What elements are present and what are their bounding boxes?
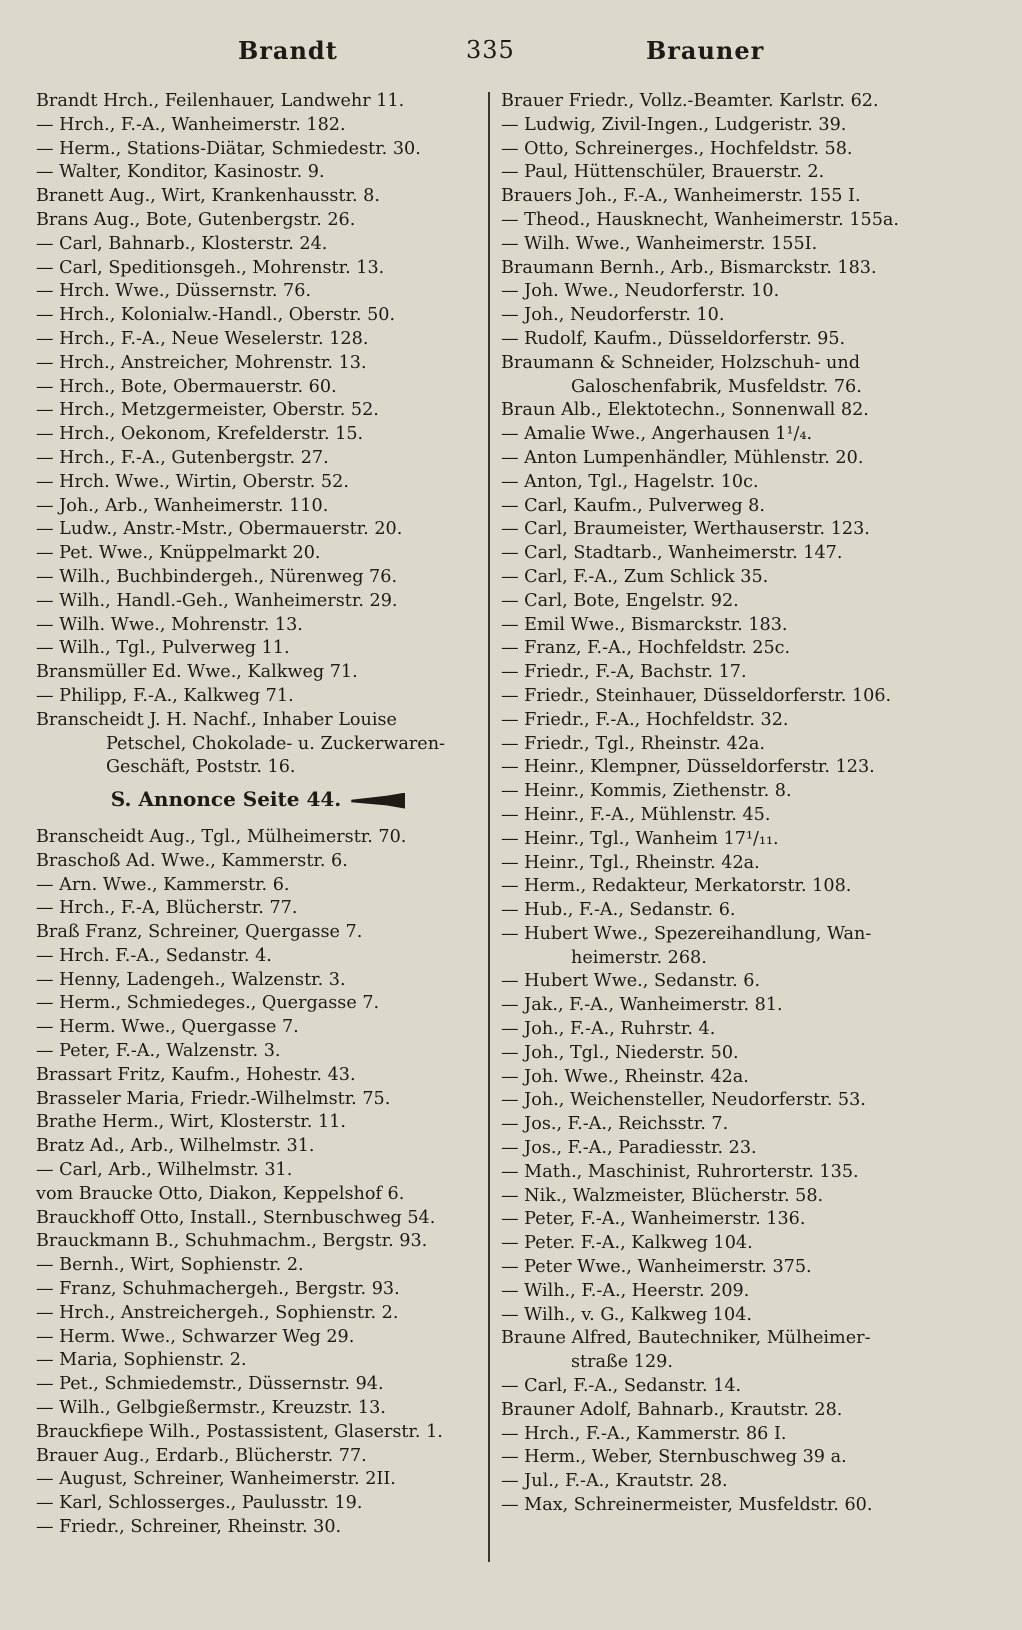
entry-text: — Ludwig, Zivil-Ingen., Ludgeristr. 39. bbox=[501, 114, 847, 135]
directory-entry bbox=[36, 161, 480, 185]
entry-text: — Carl, Braumeister, Werthauserstr. 123. bbox=[501, 519, 870, 540]
directory-entry bbox=[501, 923, 971, 947]
directory-entry bbox=[501, 1232, 971, 1256]
directory-entry bbox=[501, 1208, 971, 1232]
directory-entry bbox=[501, 1351, 971, 1375]
entry-text: — Carl, Arb., Wilhelmstr. 31. bbox=[36, 1160, 293, 1181]
header-right-keyword: Brauner bbox=[646, 36, 765, 65]
directory-entry bbox=[36, 1159, 480, 1183]
entry-text: — Jos., F.-A., Reichsstr. 7. bbox=[501, 1114, 729, 1135]
entry-text: vom Braucke Otto, Diakon, Keppelshof 6. bbox=[36, 1183, 405, 1204]
entry-text: Brauner Adolf, Bahnarb., Krautstr. 28. bbox=[501, 1399, 843, 1420]
entry-text: — Pet. Wwe., Knüppelmarkt 20. bbox=[36, 543, 321, 564]
directory-entry bbox=[501, 637, 971, 661]
entry-text: Braß Franz, Schreiner, Quergasse 7. bbox=[36, 922, 363, 943]
directory-entry bbox=[36, 1349, 480, 1373]
directory-entry bbox=[36, 233, 480, 257]
directory-entry bbox=[501, 471, 971, 495]
directory-entry bbox=[501, 994, 971, 1018]
directory-entry bbox=[36, 1111, 480, 1135]
directory-entry bbox=[36, 850, 480, 874]
directory-entry bbox=[36, 590, 480, 614]
directory-entry bbox=[501, 161, 971, 185]
entry-text: — Nik., Walzmeister, Blücherstr. 58. bbox=[501, 1185, 824, 1206]
directory-entry bbox=[36, 1516, 480, 1540]
entry-text: — Joh., Neudorferstr. 10. bbox=[501, 305, 725, 326]
entry-text: — Franz, Schuhmachergeh., Bergstr. 93. bbox=[36, 1279, 400, 1300]
directory-entry bbox=[501, 899, 971, 923]
entry-text: Brauers Joh., F.-A., Wanheimerstr. 155 I. bbox=[501, 186, 861, 207]
entry-text: Braschoß Ad. Wwe., Kammerstr. 6. bbox=[36, 850, 348, 871]
entry-text: Brathe Herm., Wirt, Klosterstr. 11. bbox=[36, 1112, 346, 1133]
directory-entry bbox=[501, 614, 971, 638]
entry-text: — Wilh. Wwe., Mohrenstr. 13. bbox=[36, 614, 303, 635]
entry-text: — Joh., Weichensteller, Neudorferstr. 53. bbox=[501, 1090, 866, 1111]
directory-entry bbox=[501, 709, 971, 733]
directory-entry bbox=[36, 969, 480, 993]
entry-text: — Peter Wwe., Wanheimerstr. 375. bbox=[501, 1257, 812, 1278]
directory-entry bbox=[501, 1470, 971, 1494]
directory-entry bbox=[501, 828, 971, 852]
entry-text: Galoschenfabrik, Musfeldstr. 76. bbox=[571, 376, 862, 397]
directory-entry bbox=[501, 280, 971, 304]
entry-text: Brauer Friedr., Vollz.-Beamter. Karlstr. 62. bbox=[501, 91, 879, 111]
entry-text: — Wilh., Handl.-Geh., Wanheimerstr. 29. bbox=[36, 590, 398, 611]
entry-text: — Carl, Kaufm., Pulverweg 8. bbox=[501, 495, 765, 516]
entry-text: Brassart Fritz, Kaufm., Hohestr. 43. bbox=[36, 1064, 356, 1085]
entry-text: Brans Aug., Bote, Gutenbergstr. 26. bbox=[36, 209, 356, 230]
entry-text: — Joh., Tgl., Niederstr. 50. bbox=[501, 1042, 739, 1063]
directory-entry bbox=[501, 1399, 971, 1423]
directory-entry bbox=[36, 1326, 480, 1350]
entry-text: — Herm., Schmiedeges., Quergasse 7. bbox=[36, 993, 380, 1014]
directory-entry bbox=[501, 1423, 971, 1447]
directory-entry bbox=[501, 1089, 971, 1113]
directory-entry bbox=[36, 257, 480, 281]
entry-text: Brauckfiepe Wilh., Postassistent, Glaserstr. 1. bbox=[36, 1421, 443, 1442]
directory-entry bbox=[501, 447, 971, 471]
entry-text: — Max, Schreinermeister, Musfeldstr. 60. bbox=[501, 1495, 873, 1516]
column-divider bbox=[488, 92, 490, 1562]
entry-text: — Heinr., Tgl., Rheinstr. 42a. bbox=[501, 852, 760, 873]
left-column bbox=[36, 90, 480, 1540]
entry-text: — Hrch., F.-A., Wanheimerstr. 182. bbox=[36, 114, 346, 135]
entry-text: Brandt Hrch., Feilenhauer, Landwehr 11. bbox=[36, 91, 405, 111]
directory-entry bbox=[36, 1088, 480, 1112]
directory-entry bbox=[36, 304, 480, 328]
directory-entry bbox=[36, 471, 480, 495]
directory-entry bbox=[501, 1280, 971, 1304]
directory-entry bbox=[36, 1492, 480, 1516]
entry-text: — Hubert Wwe., Sedanstr. 6. bbox=[501, 971, 761, 992]
directory-entry bbox=[501, 257, 971, 281]
entry-text: Branett Aug., Wirt, Krankenhausstr. 8. bbox=[36, 186, 380, 207]
entry-text: — Peter, F.-A., Wanheimerstr. 136. bbox=[501, 1209, 806, 1230]
entry-text: Brasseler Maria, Friedr.-Wilhelmstr. 75. bbox=[36, 1088, 391, 1109]
entry-text: — Friedr., F.-A., Hochfeldstr. 32. bbox=[501, 709, 789, 730]
directory-entry bbox=[36, 1421, 480, 1445]
entry-text: — Franz, F.-A., Hochfeldstr. 25c. bbox=[501, 638, 791, 659]
directory-entry bbox=[501, 756, 971, 780]
directory-entry bbox=[36, 945, 480, 969]
entry-text: — Hrch., Kolonialw.-Handl., Oberstr. 50. bbox=[36, 305, 396, 326]
entry-text: — Arn. Wwe., Kammerstr. 6. bbox=[36, 874, 290, 895]
entry-text: — Hrch. Wwe., Düssernstr. 76. bbox=[36, 281, 312, 302]
entry-text: — Walter, Konditor, Kasinostr. 9. bbox=[36, 162, 325, 183]
entry-text: — Wilh., Gelbgießermstr., Kreuzstr. 13. bbox=[36, 1398, 386, 1419]
directory-entry bbox=[36, 1278, 480, 1302]
directory-entry bbox=[501, 1137, 971, 1161]
directory-entry bbox=[36, 1373, 480, 1397]
page-number: 335 bbox=[466, 36, 515, 64]
directory-entry bbox=[501, 733, 971, 757]
directory-entry bbox=[36, 756, 480, 780]
entry-text: — Hrch. F.-A., Sedanstr. 4. bbox=[36, 945, 272, 966]
directory-entry bbox=[36, 1207, 480, 1231]
entry-text: — Joh., Arb., Wanheimerstr. 110. bbox=[36, 495, 329, 516]
entry-text: — Jul., F.-A., Krautstr. 28. bbox=[501, 1471, 728, 1492]
directory-entry bbox=[36, 352, 480, 376]
entry-text: Branscheidt Aug., Tgl., Mülheimerstr. 70. bbox=[36, 826, 407, 847]
entry-text: S. Annonce Seite 44. bbox=[110, 787, 342, 812]
header-left-keyword: Brandt bbox=[238, 36, 338, 65]
entry-text: — Peter, F.-A., Walzenstr. 3. bbox=[36, 1041, 281, 1062]
directory-entry bbox=[501, 590, 971, 614]
entry-text: — Otto, Schreinerges., Hochfeldstr. 58. bbox=[501, 138, 853, 159]
entry-text: — Math., Maschinist, Ruhrorterstr. 135. bbox=[501, 1161, 859, 1182]
directory-entry bbox=[36, 1040, 480, 1064]
directory-entry bbox=[36, 897, 480, 921]
directory-entry bbox=[501, 233, 971, 257]
entry-text: — August, Schreiner, Wanheimerstr. 2II. bbox=[36, 1469, 396, 1490]
entry-text: — Anton, Tgl., Hagelstr. 10c. bbox=[501, 471, 759, 492]
directory-entry bbox=[501, 185, 971, 209]
entry-text: — Hrch., Bote, Obermauerstr. 60. bbox=[36, 376, 337, 397]
entry-text: — Joh., F.-A., Ruhrstr. 4. bbox=[501, 1019, 716, 1040]
directory-entry bbox=[501, 542, 971, 566]
entry-text: — Wilh., Buchbindergeh., Nürenweg 76. bbox=[36, 566, 398, 587]
directory-entry bbox=[501, 1042, 971, 1066]
entry-text: — Carl, Stadtarb., Wanheimerstr. 147. bbox=[501, 543, 843, 564]
directory-entry bbox=[501, 304, 971, 328]
entry-text: — Jak., F.-A., Wanheimerstr. 81. bbox=[501, 995, 783, 1016]
entry-text: — Ludw., Anstr.-Mstr., Obermauerstr. 20. bbox=[36, 519, 403, 540]
directory-entry bbox=[501, 1185, 971, 1209]
entry-text: — Theod., Hausknecht, Wanheimerstr. 155a. bbox=[501, 209, 900, 230]
entry-text: — Wilh., F.-A., Heerstr. 209. bbox=[501, 1280, 750, 1301]
directory-entry bbox=[501, 209, 971, 233]
entry-text: Braumann & Schneider, Holzschuh- und bbox=[501, 352, 860, 373]
entry-text: Brauckmann B., Schuhmachm., Bergstr. 93. bbox=[36, 1231, 428, 1252]
directory-entry bbox=[501, 138, 971, 162]
entry-text: — Friedr., Schreiner, Rheinstr. 30. bbox=[36, 1517, 342, 1538]
entry-text: Brauer Aug., Erdarb., Blücherstr. 77. bbox=[36, 1445, 367, 1466]
entry-text: Braune Alfred, Bautechniker, Mülheimer- bbox=[501, 1328, 871, 1349]
entry-text: — Hrch., F.-A., Kammerstr. 86 I. bbox=[501, 1423, 787, 1444]
directory-entry bbox=[36, 661, 480, 685]
entry-text: — Paul, Hüttenschüler, Brauerstr. 2. bbox=[501, 162, 825, 183]
directory-entry bbox=[36, 376, 480, 400]
directory-entry bbox=[36, 542, 480, 566]
entry-text: — Emil Wwe., Bismarckstr. 183. bbox=[501, 614, 788, 635]
entry-text: — Jos., F.-A., Paradiesstr. 23. bbox=[501, 1138, 757, 1159]
entry-text: — Carl, F.-A., Sedanstr. 14. bbox=[501, 1376, 742, 1397]
directory-entry bbox=[501, 852, 971, 876]
entry-text: — Hrch. Wwe., Wirtin, Oberstr. 52. bbox=[36, 471, 349, 492]
directory-entry bbox=[501, 376, 971, 400]
entry-text: — Heinr., Klempner, Düsseldorferstr. 123. bbox=[501, 757, 875, 778]
entry-text: — Friedr., Tgl., Rheinstr. 42a. bbox=[501, 733, 765, 754]
entry-text: — Hrch., F.-A., Gutenbergstr. 27. bbox=[36, 447, 329, 468]
entry-text: — Friedr., Steinhauer, Düsseldorferstr. 106. bbox=[501, 685, 892, 706]
directory-entry bbox=[36, 733, 480, 757]
directory-entry bbox=[36, 566, 480, 590]
entry-text: — Heinr., Kommis, Ziethenstr. 8. bbox=[501, 781, 792, 802]
directory-entry bbox=[36, 921, 480, 945]
entry-text: — Wilh. Wwe., Wanheimerstr. 155I. bbox=[501, 233, 818, 254]
directory-entry bbox=[36, 1397, 480, 1421]
directory-entry bbox=[501, 947, 971, 971]
entry-text: — Joh. Wwe., Neudorferstr. 10. bbox=[501, 281, 780, 302]
directory-entry bbox=[501, 1327, 971, 1351]
entry-text: — Heinr., F.-A., Mühlenstr. 45. bbox=[501, 804, 771, 825]
right-column bbox=[501, 90, 971, 1518]
entry-text: — Pet., Schmiedemstr., Düssernstr. 94. bbox=[36, 1374, 384, 1395]
entry-text: Branscheidt J. H. Nachf., Inhaber Louise bbox=[36, 709, 397, 730]
directory-entry bbox=[36, 423, 480, 447]
directory-entry bbox=[501, 1066, 971, 1090]
directory-entry bbox=[501, 661, 971, 685]
entry-text: — Hrch., Metzgermeister, Oberstr. 52. bbox=[36, 400, 379, 421]
directory-entry bbox=[501, 1256, 971, 1280]
directory-entry bbox=[36, 1254, 480, 1278]
directory-entry bbox=[501, 399, 971, 423]
directory-entry bbox=[36, 185, 480, 209]
directory-entry bbox=[36, 280, 480, 304]
entry-text: Braun Alb., Elektotechn., Sonnenwall 82. bbox=[501, 400, 869, 421]
directory-entry bbox=[36, 518, 480, 542]
entry-text: — Anton Lumpenhändler, Mühlenstr. 20. bbox=[501, 447, 864, 468]
directory-entry bbox=[36, 1445, 480, 1469]
entry-text: — Herm. Wwe., Schwarzer Weg 29. bbox=[36, 1326, 355, 1347]
directory-entry bbox=[36, 992, 480, 1016]
entry-text: — Bernh., Wirt, Sophienstr. 2. bbox=[36, 1255, 304, 1276]
directory-entry bbox=[501, 423, 971, 447]
directory-entry bbox=[501, 804, 971, 828]
directory-entry bbox=[36, 1064, 480, 1088]
entry-text: Geschäft, Poststr. 16. bbox=[106, 757, 296, 778]
directory-entry bbox=[36, 495, 480, 519]
entry-text: — Hrch., Oekonom, Krefelderstr. 15. bbox=[36, 424, 364, 445]
entry-text: — Maria, Sophienstr. 2. bbox=[36, 1350, 247, 1371]
entry-text: — Joh. Wwe., Rheinstr. 42a. bbox=[501, 1066, 749, 1087]
entry-text: — Wilh., v. G., Kalkweg 104. bbox=[501, 1304, 752, 1325]
directory-entry bbox=[501, 495, 971, 519]
directory-entry bbox=[36, 637, 480, 661]
entry-text: — Friedr., F.-A, Bachstr. 17. bbox=[501, 662, 747, 683]
directory-entry bbox=[36, 1302, 480, 1326]
directory-entry bbox=[36, 1135, 480, 1159]
directory-entry bbox=[36, 90, 480, 114]
directory-entry bbox=[501, 352, 971, 376]
entry-text: — Heinr., Tgl., Wanheim 17¹/₁₁. bbox=[501, 828, 779, 849]
directory-entry bbox=[501, 1161, 971, 1185]
directory-entry bbox=[501, 780, 971, 804]
directory-entry bbox=[36, 447, 480, 471]
directory-entry bbox=[501, 1446, 971, 1470]
entry-text: — Henny, Ladengeh., Walzenstr. 3. bbox=[36, 969, 346, 990]
directory-entry bbox=[36, 328, 480, 352]
directory-entry bbox=[501, 518, 971, 542]
entry-text: — Hub., F.-A., Sedanstr. 6. bbox=[501, 900, 736, 921]
directory-entry bbox=[36, 138, 480, 162]
directory-entry bbox=[36, 709, 480, 733]
directory-entry bbox=[36, 1468, 480, 1492]
pointing-hand-icon bbox=[351, 793, 405, 809]
entry-text: — Hrch., F.-A., Neue Weselerstr. 128. bbox=[36, 328, 369, 349]
directory-entry bbox=[501, 114, 971, 138]
directory-entry bbox=[36, 1016, 480, 1040]
entry-text: — Herm., Redakteur, Merkatorstr. 108. bbox=[501, 876, 852, 897]
entry-text: Bransmüller Ed. Wwe., Kalkweg 71. bbox=[36, 662, 358, 683]
directory-entry bbox=[501, 970, 971, 994]
entry-text: — Herm. Wwe., Quergasse 7. bbox=[36, 1017, 299, 1038]
directory-entry bbox=[36, 1230, 480, 1254]
entry-text: — Amalie Wwe., Angerhausen 1¹/₄. bbox=[501, 424, 813, 445]
entry-text: — Carl, Bote, Engelstr. 92. bbox=[501, 590, 739, 611]
entry-text: — Herm., Weber, Sternbuschweg 39 a. bbox=[501, 1447, 847, 1468]
directory-entry bbox=[36, 1183, 480, 1207]
directory-entry bbox=[501, 1018, 971, 1042]
directory-entry bbox=[501, 1494, 971, 1518]
directory-entry bbox=[36, 209, 480, 233]
entry-text: — Herm., Stations-Diätar, Schmiedestr. 30. bbox=[36, 138, 421, 159]
entry-text: — Wilh., Tgl., Pulverweg 11. bbox=[36, 638, 290, 659]
directory-entry bbox=[501, 90, 971, 114]
entry-text: straße 129. bbox=[571, 1352, 673, 1373]
directory-entry bbox=[36, 614, 480, 638]
advertisement-note bbox=[36, 780, 480, 826]
entry-text: — Carl, Speditionsgeh., Mohrenstr. 13. bbox=[36, 257, 385, 278]
directory-entry bbox=[501, 875, 971, 899]
entry-text: — Hrch., Anstreichergeh., Sophienstr. 2. bbox=[36, 1302, 399, 1323]
entry-text: heimerstr. 268. bbox=[571, 947, 707, 968]
directory-entry bbox=[501, 1304, 971, 1328]
directory-entry bbox=[36, 685, 480, 709]
entry-text: Brauckhoff Otto, Install., Sternbuschweg 54. bbox=[36, 1207, 436, 1228]
directory-entry bbox=[36, 874, 480, 898]
entry-text: Petschel, Chokolade- u. Zuckerwaren- bbox=[106, 733, 445, 754]
entry-text: — Karl, Schlosserges., Paulusstr. 19. bbox=[36, 1493, 363, 1514]
directory-entry bbox=[501, 1113, 971, 1137]
entry-text: — Philipp, F.-A., Kalkweg 71. bbox=[36, 685, 294, 706]
entry-text: — Hubert Wwe., Spezereihandlung, Wan- bbox=[501, 923, 872, 944]
entry-text: Braumann Bernh., Arb., Bismarckstr. 183. bbox=[501, 257, 877, 278]
entry-text: — Rudolf, Kaufm., Düsseldorferstr. 95. bbox=[501, 328, 846, 349]
directory-entry bbox=[36, 826, 480, 850]
directory-entry bbox=[501, 1375, 971, 1399]
entry-text: — Hrch., Anstreicher, Mohrenstr. 13. bbox=[36, 352, 367, 373]
directory-entry bbox=[36, 399, 480, 423]
entry-text: — Carl, F.-A., Zum Schlick 35. bbox=[501, 566, 769, 587]
entry-text: Bratz Ad., Arb., Wilhelmstr. 31. bbox=[36, 1136, 315, 1157]
directory-entry bbox=[501, 328, 971, 352]
directory-entry bbox=[36, 114, 480, 138]
directory-entry bbox=[501, 685, 971, 709]
directory-entry bbox=[501, 566, 971, 590]
entry-text: — Peter. F.-A., Kalkweg 104. bbox=[501, 1233, 753, 1254]
entry-text: — Carl, Bahnarb., Klosterstr. 24. bbox=[36, 233, 328, 254]
entry-text: — Hrch., F.-A, Blücherstr. 77. bbox=[36, 898, 298, 919]
